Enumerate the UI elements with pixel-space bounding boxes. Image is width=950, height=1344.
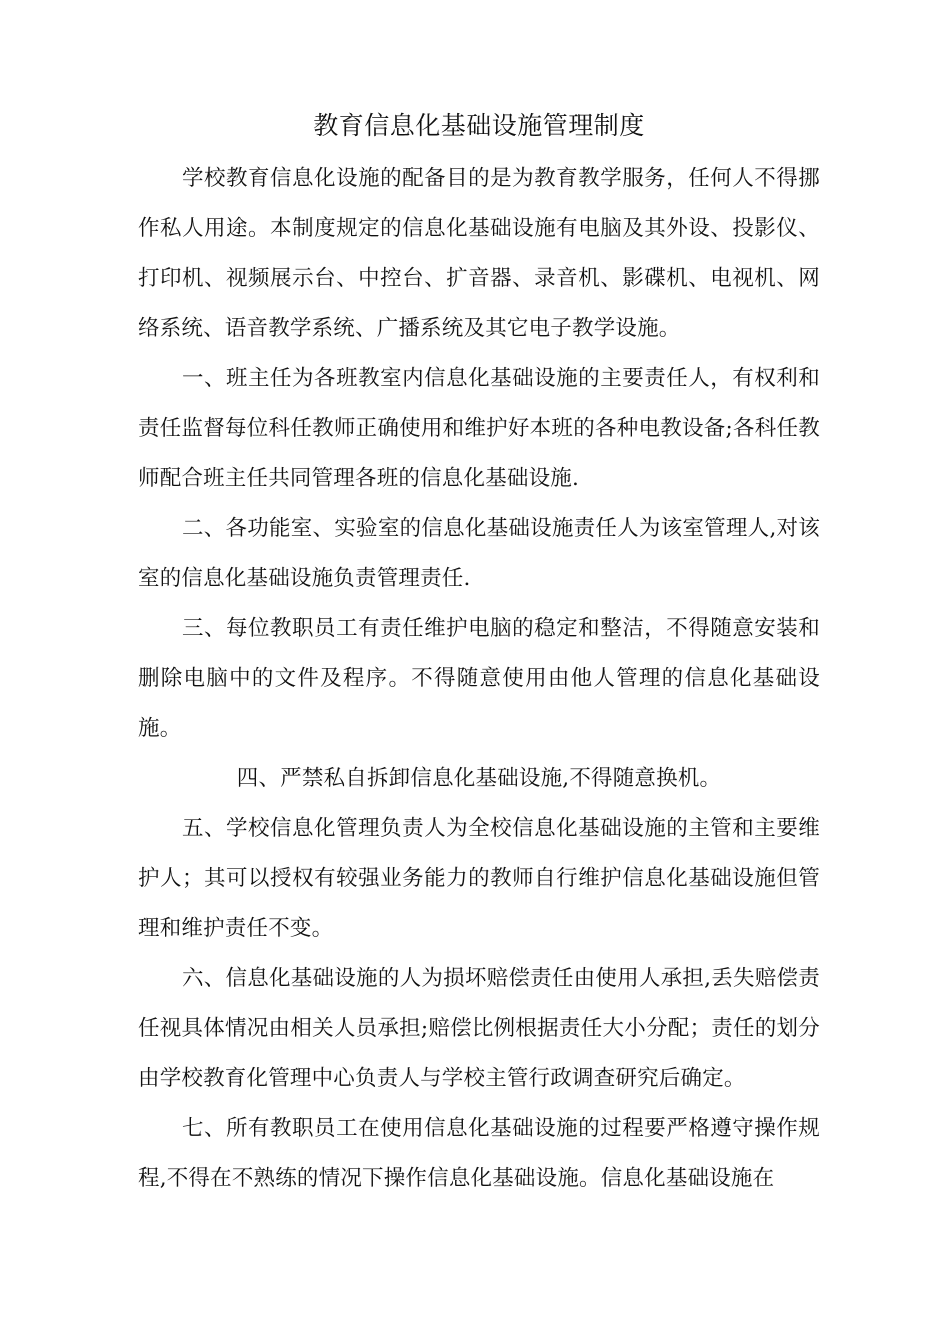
- paragraph-item-3: 三、每位教职员工有责任维护电脑的稳定和整洁，不得随意安装和删除电脑中的文件及程序。不得随意使用由他人管理的信息化基础设施。: [138, 616, 820, 741]
- document-title: 教育信息化基础设施管理制度: [313, 111, 645, 140]
- paragraph-item-2: 二、各功能室、实验室的信息化基础设施责任人为该室管理人,对该室的信息化基础设施负责管理责任.: [138, 516, 820, 591]
- paragraph-intro: 学校教育信息化设施的配备目的是为教育教学服务，任何人不得挪作私人用途。本制度规定的信息化基础设施有电脑及其外设、投影仪、打印机、视频展示台、中控台、扩音器、录音机、影碟机、电视机、网络系统、语音教学系统、广播系统及其它电子教学设施。: [138, 166, 820, 341]
- paragraph-item-1: 一、班主任为各班教室内信息化基础设施的主要责任人，有权利和责任监督每位科任教师正确使用和维护好本班的各种电教设备;各科任教师配合班主任共同管理各班的信息化基础设施.: [138, 366, 820, 491]
- paragraph-item-6: 六、信息化基础设施的人为损坏赔偿责任由使用人承担,丢失赔偿责任视具体情况由相关人员承担;赔偿比例根据责任大小分配；责任的划分由学校教育化管理中心负责人与学校主管行政调查研究后确定。: [138, 966, 820, 1091]
- paragraph-item-5: 五、学校信息化管理负责人为全校信息化基础设施的主管和主要维护人；其可以授权有较强业务能力的教师自行维护信息化基础设施但管理和维护责任不变。: [138, 816, 820, 941]
- paragraph-item-7: 七、所有教职员工在使用信息化基础设施的过程要严格遵守操作规程,不得在不熟练的情况下操作信息化基础设施。信息化基础设施在: [138, 1116, 820, 1191]
- document-page: [138, 108, 820, 1204]
- paragraph-item-4: 四、严禁私自拆卸信息化基础设施,不得随意换机。: [236, 766, 722, 791]
